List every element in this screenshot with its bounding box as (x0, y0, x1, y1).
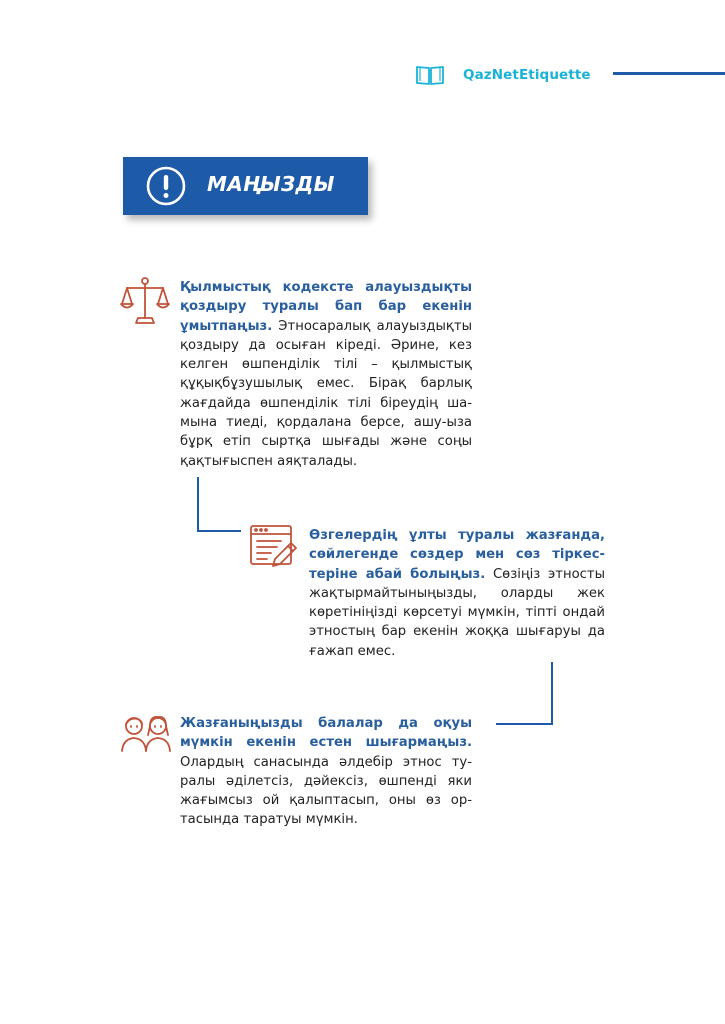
lead-text: Қылмыстық кодексте алауыздықты қоздыру туралы бап бар екенін ұмытпаңыз. (180, 280, 472, 334)
children-icon (120, 713, 172, 753)
connector-line (197, 477, 199, 531)
connector-line (551, 662, 553, 724)
text-block-nationality (309, 526, 605, 661)
header-rule (613, 72, 725, 75)
text-block-children (180, 714, 472, 830)
header-brand (415, 64, 591, 86)
paragraph (309, 526, 605, 661)
connector-line (197, 530, 241, 532)
lead-text: Өзгелердің ұлты туралы жазғанда, сөйлегенде сөздер мен сөз тіркестеріне абай болыңыз. (309, 528, 605, 582)
banner-title: МАҢЫЗДЫ (207, 172, 335, 196)
text-block-criminal-code (180, 278, 472, 471)
body-text: Этносаралық алауыздықты қоздыру да осыған кіреді. Әрине, кез келген өшпенділік тілі – қылмыстық құқықбұзушылық емес. Бірақ барлық жағдайда өшпенділік тілі біреудің шамына тиеді, қордалана берсе, ашу-ыза бұрқ етіп сыртқа шығады және соңы қақтығыспен аяқталады. (180, 318, 472, 469)
exclamation-circle-icon (146, 166, 186, 206)
paragraph (180, 714, 472, 830)
paragraph (180, 278, 472, 471)
open-book-icon (415, 64, 445, 86)
document-edit-icon (249, 524, 297, 570)
scales-of-justice-icon (120, 276, 170, 326)
body-text: Олардың санасында әлдебір этнос туралы әділетсіз, дәйексіз, өшпенді яки жағымсыз ой қалыптасып, оны өз ортасында таратуы мүмкін. (180, 754, 472, 828)
body-text: Сөзіңіз этносты жақтырмайтыныңызды, оларды жек көретініңізді көрсетуі мүмкін, тіпті ондай этностың бар екенін жоққа шығаруы да ғажап емес. (309, 566, 605, 659)
connector-line (496, 723, 553, 725)
brand-name: QazNetEtiquette (463, 67, 591, 83)
important-banner (123, 157, 368, 215)
lead-text: Жазғаныңызды балалар да оқуы мүмкін екенін естен шығармаңыз. (180, 716, 472, 751)
